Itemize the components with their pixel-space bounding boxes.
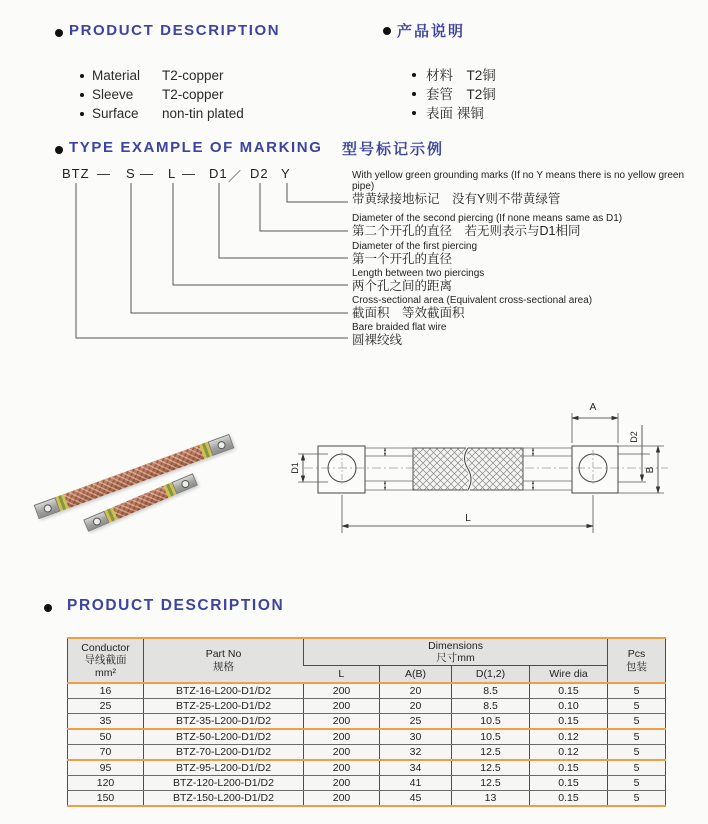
list-item xyxy=(80,66,244,85)
marking-token-d2: D2 xyxy=(250,166,269,181)
spec-label: Surface xyxy=(92,106,139,121)
list-item xyxy=(412,85,496,104)
page-title-en: PRODUCT DESCRIPTION xyxy=(69,22,281,39)
list-item xyxy=(412,104,496,123)
annotation-zh: 截面积 等效截面积 xyxy=(352,306,465,320)
cell: 200 xyxy=(304,729,380,745)
section-bullet-icon xyxy=(55,146,63,154)
spec-value: non-tin plated xyxy=(162,106,244,121)
cell: 70 xyxy=(68,745,144,761)
cell: 41 xyxy=(380,776,452,791)
cell: 35 xyxy=(68,714,144,730)
terminal-lug xyxy=(208,434,235,456)
col-header-ab: A(B) xyxy=(380,666,452,684)
cell: 12.5 xyxy=(452,745,530,761)
cell: 5 xyxy=(608,729,666,745)
annotation-en: Diameter of the second piercing (If none means same as D1) xyxy=(352,213,623,224)
product-spec-list-zh xyxy=(412,66,496,123)
cell: 8.5 xyxy=(452,699,530,714)
marking-annotation xyxy=(352,322,708,347)
cell: 5 xyxy=(608,791,666,807)
bullet-icon xyxy=(412,92,416,96)
col-header-d12: D(1,2) xyxy=(452,666,530,684)
cell: 150 xyxy=(96,792,115,804)
annotation-zh: 带黄绿接地标记 没有Y则不带黄绿管 xyxy=(352,192,561,206)
table-row xyxy=(68,760,666,776)
cell: 0.15 xyxy=(530,683,608,699)
cell: 5 xyxy=(608,699,666,714)
slash-icon: ／ xyxy=(228,169,243,184)
marking-token-d1: D1 xyxy=(209,166,228,181)
header-line: Dimensions xyxy=(428,639,483,652)
cell: 200 xyxy=(304,745,380,761)
cell: 30 xyxy=(380,729,452,745)
table-row xyxy=(68,729,666,745)
cell: 5 xyxy=(608,683,666,699)
cell: 16 xyxy=(68,683,144,699)
col-header-l: L xyxy=(304,666,380,684)
list-item xyxy=(80,104,244,123)
cell: BTZ-70-L200-D1/D2 xyxy=(144,745,304,761)
cell: 5 xyxy=(608,776,666,791)
annotation-en: With yellow green grounding marks (If no Y means there is no yellow green pipe) xyxy=(352,170,685,192)
cell: 20 xyxy=(380,683,452,699)
cell: 50 xyxy=(68,729,144,745)
bullet-icon xyxy=(412,73,416,77)
marking-title-en: TYPE EXAMPLE OF MARKING xyxy=(69,139,323,156)
annotation-en: Cross-sectional area (Equivalent cross-sectional area) xyxy=(352,295,593,306)
bullet-icon xyxy=(80,93,84,97)
cell: 20 xyxy=(380,699,452,714)
cell: 8.5 xyxy=(452,683,530,699)
cell: BTZ-50-L200-D1/D2 xyxy=(144,729,304,745)
cell: 5 xyxy=(608,760,666,776)
table-row xyxy=(68,791,666,807)
section-bullet-icon xyxy=(383,27,391,35)
dash-icon: — xyxy=(97,166,111,181)
cell: 200 xyxy=(304,714,380,730)
col-header-partno xyxy=(144,638,304,683)
spec-label: Material xyxy=(92,68,141,83)
spec-value: T2-copper xyxy=(162,87,224,102)
cell: 10.5 xyxy=(452,714,530,730)
list-item xyxy=(412,66,496,85)
cell: BTZ-16-L200-D1/D2 xyxy=(144,683,304,699)
section-bullet-icon xyxy=(55,29,63,37)
table-header-row xyxy=(68,638,666,666)
col-header-pcs xyxy=(608,638,666,683)
table-section-title: PRODUCT DESCRIPTION xyxy=(67,597,285,614)
cell: 45 xyxy=(380,791,452,807)
cell: 0.15 xyxy=(530,760,608,776)
cell: BTZ-35-L200-D1/D2 xyxy=(144,714,304,730)
spec-table xyxy=(67,637,666,807)
spec-text: 材料 T2铜 xyxy=(426,68,496,83)
cell: 10.5 xyxy=(452,729,530,745)
header-line: 尺寸mm xyxy=(436,652,475,664)
marking-token-y: Y xyxy=(281,166,291,181)
annotation-zh: 第一个开孔的直径 xyxy=(352,252,453,266)
header-line: Part No xyxy=(205,648,242,660)
table-row xyxy=(68,683,666,699)
marking-annotation xyxy=(352,241,708,266)
cell: 12.5 xyxy=(452,760,530,776)
cell: BTZ-25-L200-D1/D2 xyxy=(144,699,304,714)
marking-title-zh: 型号标记示例 xyxy=(342,141,445,158)
annotation-zh: 圆裸绞线 xyxy=(352,333,403,347)
cell: 25 xyxy=(380,714,452,730)
header-line: Pcs xyxy=(627,648,646,660)
annotation-en: Length between two piercings xyxy=(352,268,485,279)
cell: 5 xyxy=(608,745,666,761)
cell: 0.12 xyxy=(530,729,608,745)
table-row xyxy=(68,745,666,761)
marking-annotation xyxy=(352,213,708,238)
cell: 5 xyxy=(608,714,666,730)
dim-label-b: B xyxy=(645,466,656,474)
col-header-conductor xyxy=(68,638,144,683)
header-line: 规格 xyxy=(213,660,234,673)
copper-braid xyxy=(113,486,169,519)
dash-icon: — xyxy=(140,166,154,181)
cell: 200 xyxy=(304,699,380,714)
cell: 0.15 xyxy=(530,791,608,807)
page-title-zh: 产品说明 xyxy=(397,23,466,40)
header-line: mm² xyxy=(95,666,116,679)
marking-annotation xyxy=(352,295,708,320)
section-bullet-icon xyxy=(44,604,52,612)
spec-value: T2-copper xyxy=(162,68,224,83)
header-line: 导线截面 xyxy=(84,654,127,667)
cell: BTZ-120-L200-D1/D2 xyxy=(144,776,304,791)
cell: 0.15 xyxy=(530,714,608,730)
marking-token-l: L xyxy=(168,166,177,181)
cell: 0.10 xyxy=(530,699,608,714)
product-spec-list-en xyxy=(80,66,244,123)
header-line: 包装 xyxy=(626,660,648,673)
cell: 12.5 xyxy=(452,776,530,791)
dash-icon: — xyxy=(182,166,196,181)
annotation-en: Bare braided flat wire xyxy=(352,322,447,333)
col-header-wiredia: Wire dia xyxy=(530,666,608,684)
cell: BTZ-150-L200-D1/D2 xyxy=(144,791,304,807)
cell: 34 xyxy=(380,760,452,776)
terminal-lug xyxy=(34,497,61,519)
dim-label-d1: D1 xyxy=(290,462,300,474)
list-item xyxy=(80,85,244,104)
bullet-icon xyxy=(80,112,84,116)
marking-token-btz: BTZ xyxy=(62,166,90,181)
marking-token-s: S xyxy=(126,166,136,181)
terminal-lug xyxy=(172,473,198,494)
cell: 120 xyxy=(68,776,144,791)
header-line: Conductor xyxy=(81,641,130,654)
cell: 25 xyxy=(68,699,144,714)
annotation-en: Diameter of the first piercing xyxy=(352,241,478,252)
cell: 0.15 xyxy=(530,776,608,791)
cell: 200 xyxy=(304,760,380,776)
cell: 200 xyxy=(304,776,380,791)
cell: 13 xyxy=(452,791,530,807)
spec-label: Sleeve xyxy=(92,87,134,102)
spec-text: 表面 裸铜 xyxy=(426,106,484,121)
table-row xyxy=(68,776,666,791)
marking-annotation xyxy=(352,268,708,293)
left-terminal xyxy=(318,446,365,493)
cell: 200 xyxy=(304,683,380,699)
cell: 95 xyxy=(68,760,144,776)
cell: 32 xyxy=(380,745,452,761)
annotation-zh: 两个孔之间的距离 xyxy=(352,279,453,293)
table-row xyxy=(68,714,666,730)
dim-label-d2: D2 xyxy=(629,431,639,443)
marking-annotation xyxy=(352,170,708,206)
cell: 0.12 xyxy=(530,745,608,761)
bullet-icon xyxy=(80,74,84,78)
cell: BTZ-95-L200-D1/D2 xyxy=(144,760,304,776)
terminal-lug xyxy=(83,511,109,532)
annotation-zh: 第二个开孔的直径 若无则表示与D1相同 xyxy=(352,224,581,238)
technical-drawing xyxy=(290,393,705,543)
bullet-icon xyxy=(412,111,416,115)
table-row xyxy=(68,699,666,714)
col-header-dimensions xyxy=(304,638,608,666)
cell: 200 xyxy=(304,791,380,807)
spec-text: 套管 T2铜 xyxy=(426,87,496,102)
dim-label-a: A xyxy=(589,402,597,413)
dim-label-l: L xyxy=(465,513,471,524)
